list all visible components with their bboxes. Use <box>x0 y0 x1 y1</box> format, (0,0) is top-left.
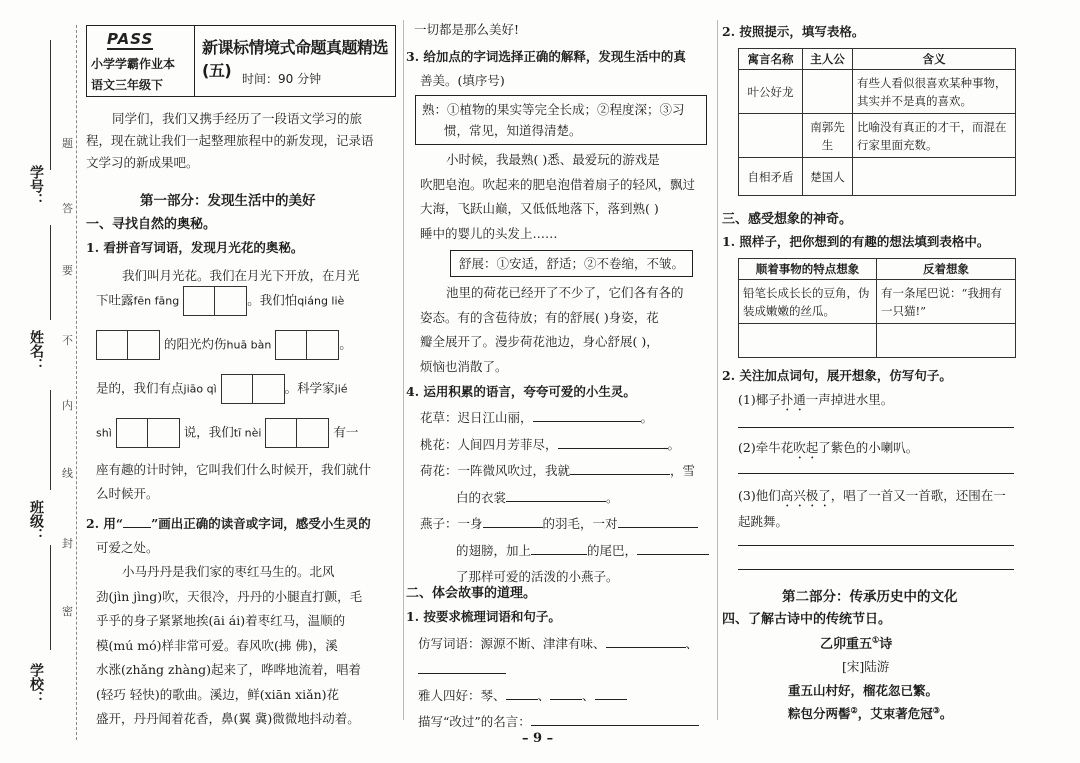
binding-margin <box>0 0 80 763</box>
q1-row <box>96 330 352 360</box>
table-row <box>739 280 1016 324</box>
header-brand-block <box>87 26 195 96</box>
table-cell: 自相矛盾 <box>739 158 803 196</box>
q8-item-1 <box>738 390 893 414</box>
q2-line[interactable]: 水涨(zhǎng zhàng)起来了，哗哗地流着，唱着 <box>96 662 362 677</box>
char-box[interactable] <box>275 330 307 360</box>
q8-item-3 <box>738 484 1006 534</box>
answer-boxes[interactable] <box>221 374 285 404</box>
answer-blank[interactable] <box>506 699 538 700</box>
answer-line[interactable] <box>738 545 1014 546</box>
q2-line[interactable]: 劲(jìn jìng)吹，天很冷，丹丹的小腿直打颤，毛 <box>96 588 363 604</box>
q2-line: 小马丹丹是我们家的枣红马生的。北风 <box>122 564 335 579</box>
worksheet-header <box>86 25 396 97</box>
q4-text: 。 <box>606 489 619 505</box>
q8-text: ，唱了一首又一首歌，还围在一 <box>830 488 1006 503</box>
table-header-row <box>739 259 1016 280</box>
q4-text: 白的衣裳 <box>456 489 507 505</box>
brand-logo: PASS <box>107 30 154 48</box>
part1-title: 第一部分：发现生活中的美好 <box>140 193 316 209</box>
school-label: 学校： <box>28 663 44 705</box>
poem-text: 。 <box>939 706 953 721</box>
q7-stem: 1. 照样子，把你想到的有趣的想法填到表格中。 <box>722 234 990 249</box>
q6-stem: 2. 按照提示，填写表格。 <box>722 24 865 39</box>
answer-boxes[interactable] <box>265 418 329 448</box>
q1-text: 。科学家 <box>284 380 335 396</box>
char-box[interactable] <box>96 330 128 360</box>
seal-char: 内 <box>62 399 73 412</box>
char-box[interactable] <box>221 374 253 404</box>
answer-blank[interactable] <box>418 673 506 674</box>
answer-blank[interactable] <box>531 725 699 726</box>
char-box[interactable] <box>307 330 339 360</box>
answer-blank[interactable] <box>595 699 627 700</box>
intro-line: 文学习的新成果吧。 <box>86 155 199 170</box>
q8-stem: 2. 关注加点词句，展开想象，仿写句子。 <box>722 368 952 383</box>
underline-sample <box>123 527 151 528</box>
q1-text: 下吐露 <box>96 292 134 308</box>
q4-text: 的翅膀，加上 <box>456 542 532 558</box>
answer-cell[interactable] <box>853 158 1016 196</box>
q4-text: ，雪 <box>670 463 696 478</box>
q3-stem-line: 善美。(填序号) <box>420 73 505 88</box>
q5-text: 雅人四好：琴、 <box>418 688 506 703</box>
q2-stem <box>86 512 371 560</box>
intro-line: 程，现在就让我们一起整理旅程中的新发现，记录语 <box>86 133 374 148</box>
definition-line: 舒展：①安适，舒适；②不卷缩，不皱。 <box>459 256 685 271</box>
table-cell: 铅笔长成长长的豆角，伪装成嫩嫩的丝瓜。 <box>739 280 877 324</box>
char-box[interactable] <box>148 418 180 448</box>
q1-row <box>96 418 358 448</box>
q8-text: 了紫色的小喇叭。 <box>818 440 919 455</box>
page-number: – 9 – <box>522 731 554 746</box>
answer-line[interactable] <box>738 427 1014 428</box>
table-cell: 比喻没有真正的才干，而混在行家里面充数。 <box>853 114 1016 158</box>
q8-text: (1)椰子 <box>738 392 781 407</box>
q1-row <box>96 286 344 316</box>
char-box[interactable] <box>215 286 247 316</box>
q5-stem: 1. 按要求梳理词语和句子。 <box>406 609 561 624</box>
part2-title: 第二部分：传承历史中的文化 <box>782 589 958 605</box>
q4-text: 桃花：人间四月芳菲尽， <box>420 436 558 452</box>
name-label: 姓名： <box>28 330 44 372</box>
q1-row <box>96 374 348 404</box>
char-box[interactable] <box>253 374 285 404</box>
q5-body: 仿写词语：源源不断、津津有味、 、 雅人四好：琴、 、 、 描写“改过”的名言： <box>418 636 699 729</box>
q4-body <box>420 405 709 591</box>
table-row <box>739 114 1016 158</box>
answer-blank[interactable] <box>550 699 582 700</box>
student-number-label: 学号： <box>28 165 44 207</box>
seal-char: 要 <box>62 264 73 277</box>
fable-table <box>738 48 1016 196</box>
q1-text: 。 <box>339 336 352 352</box>
table-cell: 有一条尾巴说：“我拥有一只猫!” <box>877 280 1016 324</box>
q3-line: 池里的荷花已经开了不少了，它们各有各的 <box>446 285 684 300</box>
q3-stem-line: 3. 给加点的字词选择正确的解释，发现生活中的真 <box>406 49 686 64</box>
pinyin: qiáng liè <box>297 294 345 308</box>
q1-text: 是的，我们有点 <box>96 380 184 396</box>
q8-item-2 <box>738 438 918 462</box>
answer-boxes[interactable] <box>183 286 247 316</box>
q1-stem: 1. 看拼音写词语，发现月光花的奥秘。 <box>86 240 304 255</box>
char-box[interactable] <box>183 286 215 316</box>
q4-text: 花草：迟日江山丽， <box>420 410 533 425</box>
q3-line[interactable]: 小时候，我最熟( )悉、最爱玩的游戏是 <box>446 152 660 167</box>
class-label: 班级： <box>28 500 44 542</box>
table-header: 寓言名称 <box>739 49 803 70</box>
footnote-mark: ① <box>872 634 880 645</box>
q2-line[interactable]: 盛开，丹丹闻着花香，鼻(翼 冀)微微地抖动着。 <box>96 711 360 726</box>
answer-blank[interactable] <box>637 554 709 555</box>
imagination-table <box>738 258 1016 358</box>
q2-stem-text: ”画出正确的读音或字词，感受小生灵的 <box>151 516 371 531</box>
column-divider <box>403 20 404 720</box>
definition-line: 惯，常见，知道得清楚。 <box>444 123 582 138</box>
answer-boxes[interactable] <box>275 330 339 360</box>
table-header: 反着想象 <box>877 259 1016 280</box>
poem-title-text: 诗 <box>879 637 893 652</box>
q3-line[interactable]: 瓣全展开了。漫步荷花池边，身心舒展( )， <box>420 334 659 349</box>
answer-cell[interactable] <box>739 324 877 358</box>
section1-title: 一、寻找自然的奥秘。 <box>86 217 217 232</box>
q2-passage[interactable] <box>96 560 362 732</box>
seal-char: 答 <box>62 202 73 215</box>
q8-text: (2)牵牛花 <box>738 440 794 455</box>
answer-blank[interactable] <box>506 501 606 502</box>
pinyin: fēn fāng <box>133 294 180 308</box>
poem-text: ，艾束著危冠 <box>857 706 933 721</box>
q3-line[interactable]: 大海，飞跃山巅，又低低地落下，落到熟( ) <box>420 201 659 216</box>
seal-char: 题 <box>62 137 73 150</box>
intro-line: 同学们，我们又携手经历了一段语文学习的旅 <box>112 111 363 126</box>
q3-passage-1[interactable] <box>420 148 695 246</box>
q4-text: 。 <box>667 436 681 452</box>
number-line <box>50 40 51 170</box>
answer-blank[interactable] <box>570 474 670 475</box>
q4-stem: 4. 运用积累的语言，夸夸可爱的小生灵。 <box>406 384 636 399</box>
series-name: 小学学霸作业本 <box>91 57 176 71</box>
answer-cell[interactable] <box>877 324 1016 358</box>
q2-stem-text: 可爱之处。 <box>96 540 159 555</box>
footnote-mark: ② <box>850 704 858 715</box>
q8-text: 一声掉进水里。 <box>805 392 894 407</box>
answer-blank[interactable] <box>531 554 587 555</box>
poem-title <box>820 633 892 652</box>
seal-char: 密 <box>62 605 73 618</box>
grade-subject: 语文三年级下 <box>91 78 164 92</box>
char-box[interactable] <box>116 418 148 448</box>
answer-line[interactable] <box>738 473 1014 474</box>
seal-char: 不 <box>62 334 73 347</box>
answer-blank[interactable] <box>483 527 543 528</box>
time-limit: 时间：90 分钟 <box>242 72 322 86</box>
table-cell: 有些人看似很喜欢某种事物，其实并不是真的喜欢。 <box>853 70 1016 114</box>
q4-text: 的尾巴， <box>587 542 638 558</box>
q3-passage-2[interactable] <box>420 281 684 379</box>
char-box[interactable] <box>297 418 329 448</box>
poem-author: [宋]陆游 <box>842 659 890 674</box>
table-header: 主人公 <box>803 49 853 70</box>
answer-blank[interactable] <box>618 527 698 528</box>
q3-line: 吹肥皂泡。吹起来的肥皂泡借着扇子的轻风，飘过 <box>420 176 696 192</box>
q3-line: 睡中的婴儿的头发上…… <box>420 225 558 241</box>
school-line <box>50 545 51 650</box>
answer-boxes[interactable] <box>116 418 180 448</box>
q4-text: 了那样可爱的活泼的小燕子。 <box>456 569 619 584</box>
definition-box-shuzhan <box>450 250 693 277</box>
table-row <box>739 324 1016 358</box>
poem-title-text: 乙卯重五 <box>820 637 873 652</box>
answer-blank[interactable] <box>606 647 686 648</box>
pinyin: shì <box>96 426 112 440</box>
q1-line: 座有趣的计时钟，它叫我们什么时候开，我们就什 <box>96 462 372 477</box>
q1-text: 说，我们 <box>183 424 234 440</box>
pinyin: jiāo qì <box>183 382 217 396</box>
answer-cell[interactable] <box>739 114 803 158</box>
answer-blank[interactable] <box>558 448 668 449</box>
q5-text: 描写“改过”的名言： <box>418 714 531 729</box>
q8-text: 起跳舞。 <box>738 514 789 529</box>
section3-title: 三、感受想象的神奇。 <box>722 212 853 227</box>
q2-line[interactable]: (轻巧 轻快)的歌曲。溪边，鲜(xiān xiǎn)花 <box>96 686 340 702</box>
pinyin: jié <box>334 382 348 396</box>
q8-dotted-word: 扑通 <box>780 392 806 407</box>
poem-line-2 <box>788 704 952 722</box>
table-cell: 叶公好龙 <box>739 70 803 114</box>
poem-text: 粽包分两髻 <box>788 706 851 721</box>
pinyin: tī nèi <box>233 426 262 440</box>
table-row <box>739 70 1016 114</box>
q1-tail <box>96 458 371 506</box>
answer-boxes[interactable] <box>96 330 160 360</box>
table-header: 顺着事物的特点想象 <box>739 259 877 280</box>
char-box[interactable] <box>128 330 160 360</box>
table-header-row <box>739 49 1016 70</box>
q3-line[interactable]: 姿态。有的含苞待放；有的舒展( )身姿，花 <box>420 309 659 325</box>
char-box[interactable] <box>265 418 297 448</box>
q2-line[interactable]: 模(mú mó)样非常可爱。春风吹(拂 佛)，溪 <box>96 637 338 653</box>
section4-title: 四、了解古诗中的传统节日。 <box>722 612 892 627</box>
q1-text: 。我们怕 <box>247 292 298 308</box>
seal-char: 线 <box>62 467 73 480</box>
q4-text: 燕子：一身 <box>420 516 483 531</box>
section2-title: 二、体会故事的道理。 <box>406 586 537 601</box>
answer-cell[interactable] <box>803 70 853 114</box>
q3-stem <box>406 45 686 93</box>
page-title: 新课标情境式命题真题精选(五) <box>202 38 389 80</box>
table-header: 含义 <box>853 49 1016 70</box>
name-line <box>50 225 51 320</box>
poem-line-1: 重五山村好，榴花忽已繁。 <box>788 683 939 698</box>
q2-stem-text: 2. 用“ <box>86 516 124 531</box>
q5-text: 仿写词语：源源不断、津津有味、 <box>418 636 606 651</box>
pinyin: huā bàn <box>226 338 272 352</box>
intro-paragraph <box>86 108 396 174</box>
cut-line <box>76 25 77 740</box>
q1-text: 有一 <box>333 424 359 440</box>
q4-text: 荷花：一阵微风吹过，我就 <box>420 463 571 478</box>
q1-line: 我们叫月光花。我们在月光下开放，在月光 <box>122 268 360 283</box>
q4-text: 。 <box>640 410 654 425</box>
definition-box-shu <box>415 95 707 145</box>
answer-blank[interactable] <box>533 421 641 422</box>
table-row <box>739 158 1016 196</box>
q1-text: 的阳光灼伤 <box>163 336 227 352</box>
footnote-mark: ③ <box>932 704 940 715</box>
q4-text: 的羽毛，一对 <box>542 516 618 531</box>
carry-over-text: 一切都是那么美好! <box>414 22 520 37</box>
seal-char: 封 <box>62 537 73 550</box>
q1-line: 么时候开。 <box>96 486 159 501</box>
answer-line[interactable] <box>738 569 1014 570</box>
q3-line: 烦恼也消散了。 <box>420 358 508 374</box>
definition-line: 熟：①植物的果实等完全长成；②程度深；③习 <box>422 102 685 117</box>
column-divider <box>717 20 718 720</box>
q8-text: (3)他们 <box>738 488 781 503</box>
table-cell: 南郭先生 <box>803 114 853 158</box>
table-cell: 楚国人 <box>803 158 853 196</box>
q2-line[interactable]: 乎乎的身子紧紧地挨(āi ái)着枣红马，温顺的 <box>96 613 346 628</box>
q8-dotted-word: 吹起 <box>793 440 819 455</box>
class-line <box>50 390 51 490</box>
q8-dotted-word: 高兴极了 <box>780 488 831 503</box>
